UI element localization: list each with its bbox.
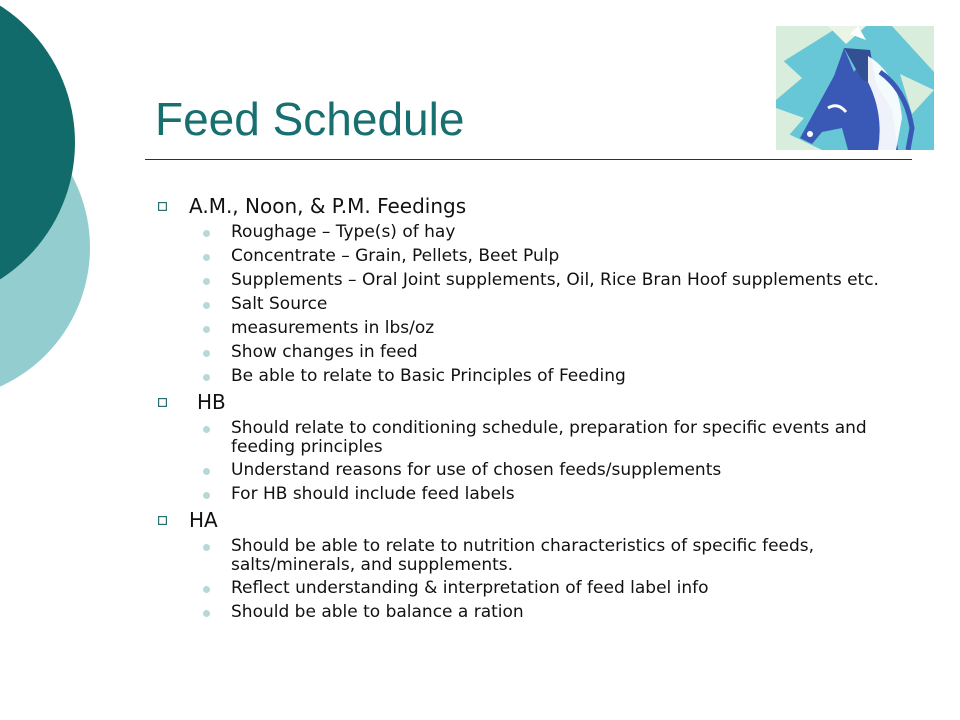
square-bullet-icon [158, 398, 167, 407]
list-item: Should be able to relate to nutrition characteristics of specific feeds, salts/minerals, and supplements. [155, 537, 890, 575]
hb-list [155, 419, 890, 505]
section-heading-feedings: A.M., Noon, & P.M. Feedings [155, 193, 890, 219]
dot-bullet-icon [203, 350, 210, 357]
list-item: measurements in lbs/oz [155, 319, 890, 339]
ha-list [155, 537, 890, 623]
square-bullet-icon [158, 202, 167, 211]
list-item: Should relate to conditioning schedule, preparation for specific events and feeding principles [155, 419, 890, 457]
list-item: Should be able to balance a ration [155, 603, 890, 623]
dot-bullet-icon [203, 586, 210, 593]
feedings-list [155, 223, 890, 387]
slide-content [155, 193, 890, 623]
slide-title: Feed Schedule [155, 93, 465, 145]
section-ha [155, 507, 890, 623]
dot-bullet-icon [203, 468, 210, 475]
dot-bullet-icon [203, 326, 210, 333]
list-item: Roughage – Type(s) of hay [155, 223, 890, 243]
section-heading-hb: HB [155, 389, 890, 415]
section-feedings [155, 193, 890, 387]
list-item: Understand reasons for use of chosen feeds/supplements [155, 461, 890, 481]
title-divider [145, 159, 912, 160]
list-item: Concentrate – Grain, Pellets, Beet Pulp [155, 247, 890, 267]
section-heading-ha: HA [155, 507, 890, 533]
dot-bullet-icon [203, 544, 210, 551]
list-item: Salt Source [155, 295, 890, 315]
dot-bullet-icon [203, 230, 210, 237]
dot-bullet-icon [203, 492, 210, 499]
dot-bullet-icon [203, 374, 210, 381]
dot-bullet-icon [203, 426, 210, 433]
section-hb [155, 389, 890, 505]
list-item: Supplements – Oral Joint supplements, Oil, Rice Bran Hoof supplements etc. [155, 271, 890, 291]
square-bullet-icon [158, 516, 167, 525]
horse-head-logo-icon [776, 26, 934, 150]
list-item: Show changes in feed [155, 343, 890, 363]
dot-bullet-icon [203, 254, 210, 261]
list-item: For HB should include feed labels [155, 485, 890, 505]
dot-bullet-icon [203, 610, 210, 617]
dot-bullet-icon [203, 278, 210, 285]
dot-bullet-icon [203, 302, 210, 309]
list-item: Reflect understanding & interpretation of feed label info [155, 579, 890, 599]
list-item: Be able to relate to Basic Principles of Feeding [155, 367, 890, 387]
